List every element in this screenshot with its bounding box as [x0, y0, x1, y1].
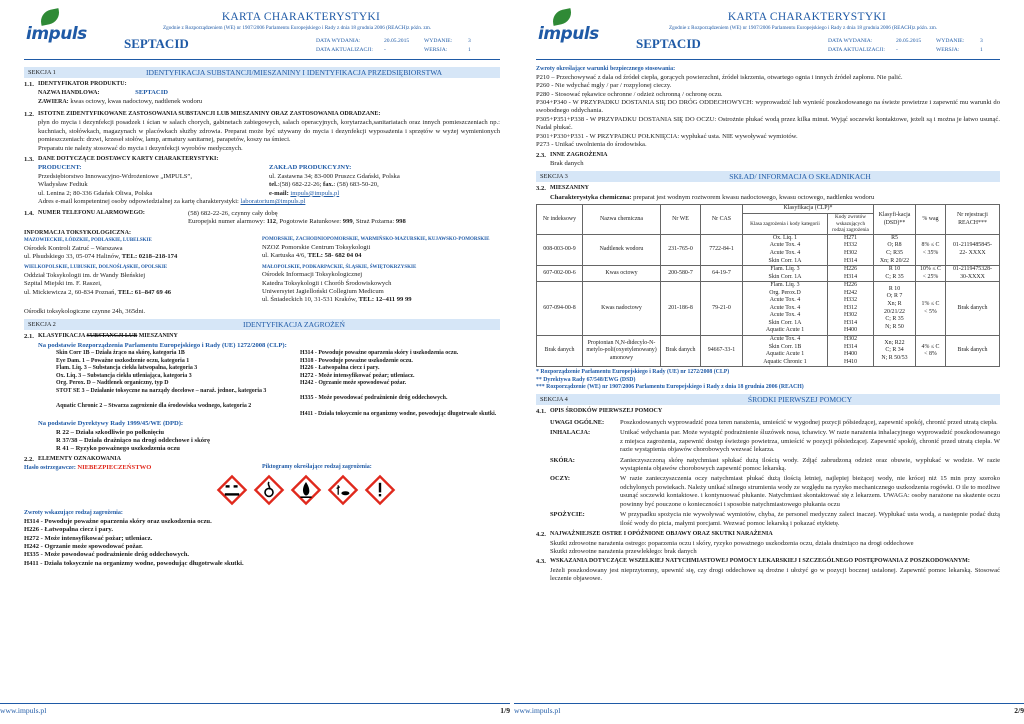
table-row: 607-094-00-8 Kwas nadoctowy 201-186-8 79-21-0 Flam. Liq. 3 Org. Perox.D Acute Tox. 4 Acute Tox. 4 Acute Tox. 4 Skin Corr. 1A Aquatic Acute 1 H226 H242 H332 H312 H302 H314 H400 R 10 O; R 7 Xn; R 20/21/22 C; R 35 N; R 50 1% ≤ C < 5% Brak danych: [537, 282, 1000, 336]
trade-name: SEPTACID: [135, 89, 169, 97]
issue-meta: DATA WYDANIA: 20.05.2015 WYDANIE: 3 DATA AKTUALIZACJI: - WERSJA: 1: [316, 38, 471, 53]
ghs-environment-icon: [327, 474, 359, 506]
page-footer: www.impuls.pl 2/9: [514, 703, 1024, 716]
regulation-note: Zgodnie z Rozporządzeniem (WE) nr 1907/2006 Parlamentu Europejskiego i Rady z dnia 18 grudnia 2006 (REACH)z późn. zm.: [162, 25, 432, 31]
impuls-logo: impuls: [536, 10, 594, 54]
impuls-logo: impuls: [24, 10, 82, 54]
page-1: impuls KARTA CHARAKTERYSTYKI Zgodnie z Rozporządzeniem (WE) nr 1907/2006 Parlamentu Europejskiego i Rady z dnia 18 grudnia 2006 (REACH)z późn. zm. SEPTACID DATA WYDANIA: 20.05.2015 WYDANIE: 3 DATA AKTUALIZACJI: - WERSJA: 1 SEKCJA 1 IDENTYFIKACJA SUBSTANCJI/MIESZANINY I IDENTYFIKACJA PRZEDSIĘBIORSTWA 1.1. IDENTYFIKATOR PRODUKTU: NAZWA HANDLOWA: SEPTACID ZAWIERA: kwas octowy, kwas nadoctowy, nadtlenek wodoru 1.2. ISTOTNE ZIDENTYFIKOWANE ZASTOSOWANIA SUBSTANCJI LUB MIESZANINY ORAZ ZASTOSOWANIA ODRADZANE: płyn do mycia i dezynfekcji posadzek i ścian w salach chorych, gabinetach zabiegowych, salach operacyjnych, korytarzach,sanitariatach oraz innych pomieszczeniach np.: kuchniach, stołówkach, magazynach w placówkach służby zdrowia. Preparat może być używany do mycia i dezynfekcji wyposażenia i sprzętów w wyżej wymienionych pomieszczeniach: drzwi, krzeseł stołów, lamp, armatury sanitarnej, parapetów, koszy na śmieci. Preparatu nie należy stosować do mycia i dezynfekcji wyrobów medycznych. 1.3. DANE DOTYCZĄCE DOSTAWCY KARTY CHARAKTERYSTYKI: PRODUCENT: Przedsiębiorstwo Innowacyjno-Wdrożeniowe „IMPULS”, Władysław Fediuk ul. Lenina 2; 80-336 Gdańsk Oliwa, Polska ZAKŁAD PRODUKCYJNY: ul. Zastawna 34; 83-000 Pruszcz Gdański, Polska tel.:(58) 682-22-26; fax.: (58) 683-50-20, e-mail: impuls@impuls.pl Adres e-mail kompetentnej osoby odpowiedzialnej za kartę charakterystyki: laboratorium@impuls.pl 1.4. NUMER TELEFONU ALARMOWEGO: (58) 682-22-26, czynny cały dobę Europejski numer alarmowy: 112, Pogotowie Ratunkowe: 999, Straż Pożarna: 998 INFORMACJA TOKSYKOLOGICZNA: MAZOWIECKIE, ŁÓDZKIE, PODLASKIE, LUBELSKIE Ośrodek Kontroli Zatruć – Warszawa ul. Płsudskiego 33, 05-074 Halinów, TEL: 0218–218-174 WIELKOPOLSKIE, LUBUSKIE, DOLNOŚLĄSKIE, OPOLSKIE Oddział Toksykologii im. dr Wandy Błeńskiej Szpital Miejski im. F. Raszei, ul. Mickiewicza 2, 60-834 Poznań, TEL: 61–847 69 46 POMORSKIE, ZACHODNIOPOMORSKIE, WARMIŃSKO-MAZURSKIE, KUJAWSKO-POMORSKIE NZOZ Pomorskie Centrum Toksykologii ul. Kartuska 4/6, TEL: 58- 682 04 04 MAŁOPOLSKIE, PODKARPACKIE, ŚLĄSKIE, ŚWIĘTOKRZYSKIE Ośrodek Informacji Toksykologicznej Katedra Toksykologii i Chorób Środowiskowych Uniwersytet Jagielloński Collegium Medicum ul. Śniadeckich 10, 31-531 Kraków, TEL: 12–411 99 99 Ośrodki toksykologiczne czynne 24h, 365dni. SEKCJA 2 IDENTYFIKACJA ZAGROŻEŃ 2.1. KLASYFIKACJA SUBSTANCJI LUB MIESZANINY Na podstawie Rozporządzenia Parlamentu Europejskiego i Rady (UE) 1272/2008 (CLP): Skin Corr 1B – Działa żrąco na skórę, kategoria 1B H314 - Powoduje poważne oparzenia skóry i uszkodzenia oczu. Eye Dam. 1 – Poważne uszkodzenie oczu, kategoria 1 H318 - Powoduje poważne uszkodzenie oczu. Flam. Liq. 3 – Substancja ciekła łatwopalna, kategoria 3 H226 - Łatwopalna ciecz i pary. Ox. Liq. 3 – Substancja ciekła utleniająca, kategoria 3 H272 - Może intensyfikować pożar; utleniacz. Org. Perox. D – Nadtlenek organiczny, typ D H242 - Ogrzanie może spowodować pożar. STOT SE 3 – Działanie toksyczne na narządy docelowe – naraż. jednor., kategoria 3 H335 - Może powodować podrażnienie dróg oddechowych. Aquatic Chronic 2 – Stwarza zagrożenie dla środowiska wodnego, kategoria 2 H411 - Działa toksycznie na organizmy wodne, powodując długotrwałe skutki. Na podstawie Dyrektywy Rady 1999/45/WE (DPD): R 22 – Działa szkodliwie po połknięciu R 37/38 – Działa drażniąco na drogi oddechowe i skórę R 41 – Ryzyko poważnego uszkodzenia oczu 2.2. ELEMENTY OZNAKOWANIA Hasło ostrzegawcze: NIEBEZPIECZEŃSTWO Piktogramy określające rodzaj zagrożenia: Zwroty wskazujące rodzaj zagrożenia: H314 - Powoduje poważne oparzenia skóry oraz uszkodzenia oczu. H226 - Łatwopalna ciecz i pary. H272 - Może intensyfikować pożar; utleniacz. H242 - Ogrzanie może spowodować pożar. H335 - Może powodować podrażnienie dróg oddechowych. H411 - Działa toksycznie na organizmy wodne, powodując długotrwałe skutki. www.impuls.pl 1/9: [0, 0, 510, 724]
email-link[interactable]: impuls@impuls.pl: [290, 189, 340, 197]
issue-meta: DATA WYDANIA: 20.05.2015 WYDANIE: 3 DATA AKTUALIZACJI: - WERSJA: 1: [828, 38, 983, 53]
section-3-header: SEKCJA 3 SKŁAD/ INFORMACJA O SKŁADNIKACH: [536, 171, 1000, 182]
document-title: KARTA CHARAKTERYSTYKI: [727, 11, 887, 23]
ghs-exclamation-icon: [364, 474, 396, 506]
document-title: KARTA CHARAKTERYSTYKI: [221, 11, 381, 23]
ghs-flame-icon: [290, 474, 322, 506]
section-2-header: SEKCJA 2 IDENTYFIKACJA ZAGROŻEŃ: [24, 319, 500, 330]
table-row: Brak danych Propionian N,N-didecylo-N-metylo-poli(oxyetylenowany) amonowy Brak danych 94667-33-1 Acute Tox. 4 Skin Corr. 1B Aquatic Acute 1 Aquatic Chronic 1 H302 H314 H400 H410 Xn; R22 C; R 34 N; R 50/53 4% ≤ C < 8% Brak danych: [537, 335, 1000, 366]
ghs-pictograms: [216, 474, 500, 506]
precautionary-statements: P210 – Przechowywać z dala od źródeł ciepła, gorących powierzchni, źródeł iskrzenia, otwartego ognia i innych źródeł zapłonu. Nie palić. P260 - Nie wdychać mgły / par / rozpylonej cieczy. P280 - Stosować rękawice ochronne / odzież ochronną / ochronę oczu. P304+P340 - W PRZYPADKU DOSTANIA SIĘ DO DRÓG ODDECHOWYCH: wyprowadzić lub wynieść poszkodowanego na świeże powietrze i zapewnić mu warunki do swobodnego oddychania. P305+P351+P338 - W PRZYPADKU DOSTANIA SIĘ DO OCZU: Ostrożnie płukać wodą przez kilka minut. Wyjąć soczewki kontaktowe, jeżeli są i można je łatwo usunąć. Nadal płukać. P301+P330+P331 - W PRZYPADKU POŁKNIĘCIA: wypłukać usta. NIE wywoływać wymiotów. P273 - Unikać uwolnienia do środowiska.: [536, 73, 1000, 149]
ghs-corrosion-icon: [216, 474, 248, 506]
page-2: impuls KARTA CHARAKTERYSTYKI Zgodnie z Rozporządzeniem (WE) nr 1907/2006 Parlamentu Europejskiego i Rady z dnia 18 grudnia 2006 (REACH)z późn. zm. SEPTACID DATA WYDANIA: 20.05.2015 WYDANIE: 3 DATA AKTUALIZACJI: - WERSJA: 1 Zwroty określające warunki bezpiecznego stosowania: P210 – Przechowywać z dala od źródeł ciepła, gorących powierzchni, źródeł iskrzenia, otwartego ognia i innych źródeł zapłonu. Nie palić. P260 - Nie wdychać mgły / par / rozpylonej cieczy. P280 - Stosować rękawice ochronne / odzież ochronną / ochronę oczu. P304+P340 - W PRZYPADKU DOSTANIA SIĘ DO DRÓG ODDECHOWYCH: wyprowadzić lub wynieść poszkodowanego na świeże powietrze i zapewnić mu warunki do swobodnego oddychania. P305+P351+P338 - W PRZYPADKU DOSTANIA SIĘ DO OCZU: Ostrożnie płukać wodą przez kilka minut. Wyjąć soczewki kontaktowe, jeżeli są i można je łatwo usunąć. Nadal płukać. P301+P330+P331 - W PRZYPADKU POŁKNIĘCIA: wypłukać usta. NIE wywoływać wymiotów. P273 - Unikać uwolnienia do środowiska. 2.3. INNE ZAGROŻENIA Brak danych SEKCJA 3 SKŁAD/ INFORMACJA O SKŁADNIKACH 3.2. MIESZANINY Charakterystyka chemiczna: preparat jest wodnym roztworem kwasu nadoctowego, kwasu octowego, nadtlenku wodoru Nr indeksowy Nazwa chemiczna Nr WE Nr CAS Klasyfikacja (CLP)* Klasyfi-kacja (DSD)** % wag Nr rejestracji REACH*** Klasa zagrożenia i kody kategorii Kody zwrotów wskazujących rodzaj zagrożenia 008-003-00-9 Nadtlenek wodoru 231-765-0 7722-84-1 Ox. Liq. 1 Acute Tox. 4 Acute Tox. 4 Skin Corr. 1A H271 H332 H302 H314 R5 O; R8 C; R35 Xn; R 20/22 8% ≤ C < 35% 01-2119485845- 22- XXXX 607-002-00-6 Kwas octowy 200-580-7 64-19-7 Flam. Liq. 3 Skin Corr. 1A H226 H314 R 10 C; R 35 10% ≤ C < 25% 01-2119475328- 30-XXXX 607-094-00-8 Kwas nadoctowy 201-186-8 79-21-0 Flam. Liq. 3 Org. Perox.D Acute Tox. 4 Acute Tox. 4 Acute Tox. 4 Skin Corr. 1A Aquatic Acute 1 H226 H242 H332 H312 H302 H314 H400 R 10 O; R 7 Xn; R 20/21/22 C; R 35 N; R 50 1% ≤ C < 5% Brak danych Brak danych Propionian N,N-didecylo-N-metylo-poli(oxyetylenowany) amonowy Brak danych 94667-33-1 Acute Tox. 4 Skin Corr. 1B Aquatic Acute 1 Aquatic Chronic 1 H302 H314 H400 H410 Xn; R22 C; R 34 N; R 50/53 4% ≤ C < 8% Brak danych * Rozporządzenie Parlamentu Europejskiego i Rady (UE) nr 1272/2008 (CLP) ** Dyrektywa Rady 67/548/EWG (DSD) *** Rozporządzenie (WE) nr 1907/2006 Parlamentu Europejskiego i Rady z dnia 18 grudnia 2006 (REACH) SEKCJA 4 ŚRODKI PIERWSZEJ POMOCY 4.1. OPIS ŚRODKÓW PIERWSZEJ POMOCY UWAGI OGÓLNE: Poszkodowanych wyprowadzić poza teren narażenia, umieścić w wygodnej pozycji półsiedzącej, zapewnić spokój, chronić przed utratą ciepła. INHALACJA: Unikać wdychania par. Może wystąpić podrażnienie śluzówek nosa, tchawicy. W razie narażenia inhalacyjnego wyprowadzić poszkodowanego z miejsca zagrożenia, zapewnić dostęp świeżego powietrza, umieścić w pozycji półsiedzącej. Zapewnić spokój, chronić przed utratą ciepła. W razie wystąpienia objawów chorobowych wezwać lekarza. SKÓRA: Zanieczyszczoną skórę natychmiast spłukać dużą ilością wody. Zdjąć zabrudzoną odzież oraz obuwie, wypłukać w wodzie. W razie wystąpienia objawów chorobowych zapewnić pomoc lekarską. OCZY: W razie zanieczyszczenia oczy natychmiast płukać dużą ilością letniej, najlepiej bieżącej wody, nie krócej niż 15 min przy szeroko odchylonych powiekach. Należy unikać silnego strumienia wody ze względu na ryzyko mechanicznego uszkodzenia rogówki. O ile to możliwe usunąć soczewki kontaktowe. i kontynuować płukanie. Natychmiast skontaktować się z lekarzem. UWAGA: osoby narażone na skażenie oczu powinny być pouczone o konieczności i sposobie natychmiastowego płukania oczu SPOŻYCIE: W przypadku spożycia nie wywoływać wymiotów, chyba, że personel medyczny zaleci inaczej. Wypłukać usta wodą, a następnie podać dużą ilość wody do picia, małymi porcjami. Wezwać pomoc lekarską i pokazać etykietę. 4.2. NAJWAŻNIEJSZE OSTRE I OPÓŹNIONE OBJAWY ORAZ SKUTKI NARAŻENIA Skutki zdrowotne narażenia ostrego: poparzenia oczu i skóry, ryzyko poważnego uszkodzenia oczu, działa drażniąco na drogi oddechowe Skutki zdrowotne narażenia przewlekłego: brak danych 4.3. WSKAZANIA DOTYCZĄCE WSZELKIEJ NATYCHMIASTOWEJ POMOCY LEKARSKIEJ I SZCZEGÓLNEGO POSTĘPOWANIA Z POSZKODOWANYM: Jeżeli poszkodowany jest nieprzytomny, upewnić się, czy drogi oddechowe są drożne i ułożyć go w pozycji bocznej ustalonej. Zapewnić pomoc lekarską. Stosować leczenie objawowe. www.impuls.pl 2/9: [514, 0, 1024, 724]
composition-table: Nr indeksowy Nazwa chemiczna Nr WE Nr CAS Klasyfikacja (CLP)* Klasyfi-kacja (DSD)** % wag Nr rejestracji REACH*** Klasa zagrożenia i kody kategorii Kody zwrotów wskazujących rodzaj zagrożenia 008-003-00-9 Nadtlenek wodoru 231-765-0 7722-84-1 Ox. Liq. 1 Acute Tox. 4 Acute Tox. 4 Skin Corr. 1A H271 H332 H302 H314 R5 O; R8 C; R35 Xn; R 20/22 8% ≤ C < 35% 01-2119485845- 22- XXXX 607-002-00-6 Kwas octowy 200-580-7 64-19-7 Flam. Liq. 3 Skin Corr. 1A H226 H314 R 10 C; R 35 10% ≤ C < 25% 01-2119475328- 30-XXXX 607-094-00-8 Kwas nadoctowy 201-186-8 79-21-0 Flam. Liq. 3 Org. Perox.D Acute Tox. 4 Acute Tox. 4 Acute Tox. 4 Skin Corr. 1A Aquatic Acute 1 H226 H242 H332 H312 H302 H314 H400 R 10 O; R 7 Xn; R 20/21/22 C; R 35 N; R 50 1% ≤ C < 5% Brak danych Brak danych Propionian N,N-didecylo-N-metylo-poli(oxyetylenowany) amonowy Brak danych 94667-33-1 Acute Tox. 4 Skin Corr. 1B Aquatic Acute 1 Aquatic Chronic 1 H302 H314 H400 H410 Xn; R22 C; R 34 N; R 50/53 4% ≤ C < 8% Brak danych: [536, 204, 1000, 367]
section-1-header: SEKCJA 1 IDENTYFIKACJA SUBSTANCJI/MIESZANINY I IDENTYFIKACJA PRZEDSIĘBIORSTWA: [24, 67, 500, 78]
product-name: SEPTACID: [124, 36, 189, 51]
first-aid-measures: UWAGI OGÓLNE: Poszkodowanych wyprowadzić poza teren narażenia, umieścić w wygodnej pozycji półsiedzącej, zapewnić spokój, chronić przed utratą ciepła. INHALACJA: Unikać wdychania par. Może wystąpić podrażnienie śluzówek nosa, tchawicy. W razie narażenia inhalacyjnego wyprowadzić poszkodowanego z miejsca zagrożenia, zapewnić dostęp świeżego powietrza, umieścić w pozycji półsiedzącej. Zapewnić spokój, chronić przed utratą ciepła. W razie wystąpienia objawów chorobowych wezwać lekarza. SKÓRA: Zanieczyszczoną skórę natychmiast spłukać dużą ilością wody. Zdjąć zabrudzoną odzież oraz obuwie, wypłukać w wodzie. W razie wystąpienia objawów chorobowych zapewnić pomoc lekarską. OCZY: W razie zanieczyszczenia oczy natychmiast płukać dużą ilością letniej, najlepiej bieżącej wody, nie krócej niż 15 min przy szeroko odchylonych powiekach. Należy unikać silnego strumienia wody ze względu na ryzyko mechanicznego uszkodzenia rogówki. O ile to możliwe usunąć soczewki kontaktowe. i kontynuować płukanie. Natychmiast skontaktować się z lekarzem. UWAGA: osoby narażone na skażenie oczu powinny być pouczone o konieczności i sposobie natychmiastowego płukania oczu SPOŻYCIE: W przypadku spożycia nie wywoływać wymiotów, chyba, że personel medyczny zaleci inaczej. Wypłukać usta wodą, a następnie podać dużą ilość wody do picia, małymi porcjami. Wezwać pomoc lekarską i pokazać etykietę.: [550, 418, 1000, 527]
clp-classification: Skin Corr 1B – Działa żrąco na skórę, kategoria 1B H314 - Powoduje poważne oparzenia skóry i uszkodzenia oczu. Eye Dam. 1 – Poważne uszkodzenie oczu, kategoria 1 H318 - Powoduje poważne uszkodzenie oczu. Flam. Liq. 3 – Substancja ciekła łatwopalna, kategoria 3 H226 - Łatwopalna ciecz i pary. Ox. Liq. 3 – Substancja ciekła utleniająca, kategoria 3 H272 - Może intensyfikować pożar; utleniacz. Org. Perox. D – Nadtlenek organiczny, typ D H242 - Ogrzanie może spowodować pożar. STOT SE 3 – Działanie toksyczne na narządy docelowe – naraż. jednor., kategoria 3 H335 - Może powodować podrażnienie dróg oddechowych. Aquatic Chronic 2 – Stwarza zagrożenie dla środowiska wodnego, kategoria 2 H411 - Działa toksycznie na organizmy wodne, powodując długotrwałe skutki.: [56, 350, 497, 417]
supplier-info: PRODUCENT: Przedsiębiorstwo Innowacyjno-Wdrożeniowe „IMPULS”, Władysław Fediuk ul. Lenina 2; 80-336 Gdańsk Oliwa, Polska ZAKŁAD PRODUKCYJNY: ul. Zastawna 34; 83-000 Pruszcz Gdański, Polska tel.:(58) 682-22-26; fax.: (58) 683-50-20, e-mail: impuls@impuls.pl: [38, 164, 400, 197]
product-name: SEPTACID: [636, 36, 701, 51]
dpd-classification: R 22 – Działa szkodliwie po połknięciu R 37/38 – Działa drażniąco na drogi oddechowe i skórę R 41 – Ryzyko poważnego uszkodzenia oczu: [56, 428, 210, 453]
page-header: [24, 6, 500, 64]
intended-use: płyn do mycia i dezynfekcji posadzek i ścian w salach chorych, gabinetach zabiegowych, salach operacyjnych, korytarzach,sanitariatach oraz innych pomieszczeniach np.: kuchniach, stołówkach, magazynach w placówkach służby zdrowia. Preparat może być używany do mycia i dezynfekcji wyposażenia i sprzętów w wyżej wymienionych pomieszczeniach: drzwi, krzeseł stołów, lamp, armatury sanitarnej, parapetów, koszy na śmieci.: [38, 119, 500, 144]
signal-word: NIEBEZPIECZEŃSTWO: [77, 464, 152, 472]
table-row: 607-002-00-6 Kwas octowy 200-580-7 64-19-7 Flam. Liq. 3 Skin Corr. 1A H226 H314 R 10 C; R 35 10% ≤ C < 25% 01-2119475328- 30-XXXX: [537, 266, 1000, 282]
page-footer: www.impuls.pl 1/9: [0, 703, 510, 716]
hazard-statements: H314 - Powoduje poważne oparzenia skóry oraz uszkodzenia oczu. H226 - Łatwopalna ciecz i pary. H272 - Może intensyfikować pożar; utleniacz. H242 - Ogrzanie może spowodować pożar. H335 - Może powodować podrażnienie dróg oddechowych. H411 - Działa toksycznie na organizmy wodne, powodując długotrwałe skutki.: [24, 517, 244, 567]
table-notes: * Rozporządzenie Parlamentu Europejskiego i Rady (UE) nr 1272/2008 (CLP) ** Dyrektywa Rady 67/548/EWG (DSD) *** Rozporządzenie (WE) nr 1907/2006 Parlamentu Europejskiego i Rady z dnia 18 grudnia 2006 (REACH): [536, 369, 804, 390]
ghs-oxidizer-icon: [253, 474, 285, 506]
toxicology-info: INFORMACJA TOKSYKOLOGICZNA: MAZOWIECKIE, ŁÓDZKIE, PODLASKIE, LUBELSKIE Ośrodek Kontroli Zatruć – Warszawa ul. Płsudskiego 33, 05-074 Halinów, TEL: 0218–218-174 WIELKOPOLSKIE, LUBUSKIE, DOLNOŚLĄSKIE, OPOLSKIE Oddział Toksykologii im. dr Wandy Błeńskiej Szpital Miejski im. F. Raszei, ul. Mickiewicza 2, 60-834 Poznań, TEL: 61–847 69 46 POMORSKIE, ZACHODNIOPOMORSKIE, WARMIŃSKO-MAZURSKIE, KUJAWSKO-POMORSKIE NZOZ Pomorskie Centrum Toksykologii ul. Kartuska 4/6, TEL: 58- 682 04 04 MAŁOPOLSKIE, PODKARPACKIE, ŚLĄSKIE, ŚWIĘTOKRZYSKIE Ośrodek Informacji Toksykologicznej Katedra Toksykologii i Chorób Środowiskowych Uniwersytet Jagielloński Collegium Medicum ul. Śniadeckich 10, 31-531 Kraków, TEL: 12–411 99 99: [24, 230, 490, 304]
table-row: 008-003-00-9 Nadtlenek wodoru 231-765-0 7722-84-1 Ox. Liq. 1 Acute Tox. 4 Acute Tox. 4 Skin Corr. 1A H271 H332 H302 H314 R5 O; R8 C; R35 Xn; R 20/22 8% ≤ C < 35% 01-2119485845- 22- XXXX: [537, 234, 1000, 265]
regulation-note: Zgodnie z Rozporządzeniem (WE) nr 1907/2006 Parlamentu Europejskiego i Rady z dnia 18 grudnia 2006 (REACH)z późn. zm.: [668, 25, 938, 31]
lab-email-link[interactable]: laboratorium@impuls.pl: [240, 198, 306, 206]
page-header: [536, 6, 1000, 64]
section-4-header: SEKCJA 4 ŚRODKI PIERWSZEJ POMOCY: [536, 394, 1000, 405]
